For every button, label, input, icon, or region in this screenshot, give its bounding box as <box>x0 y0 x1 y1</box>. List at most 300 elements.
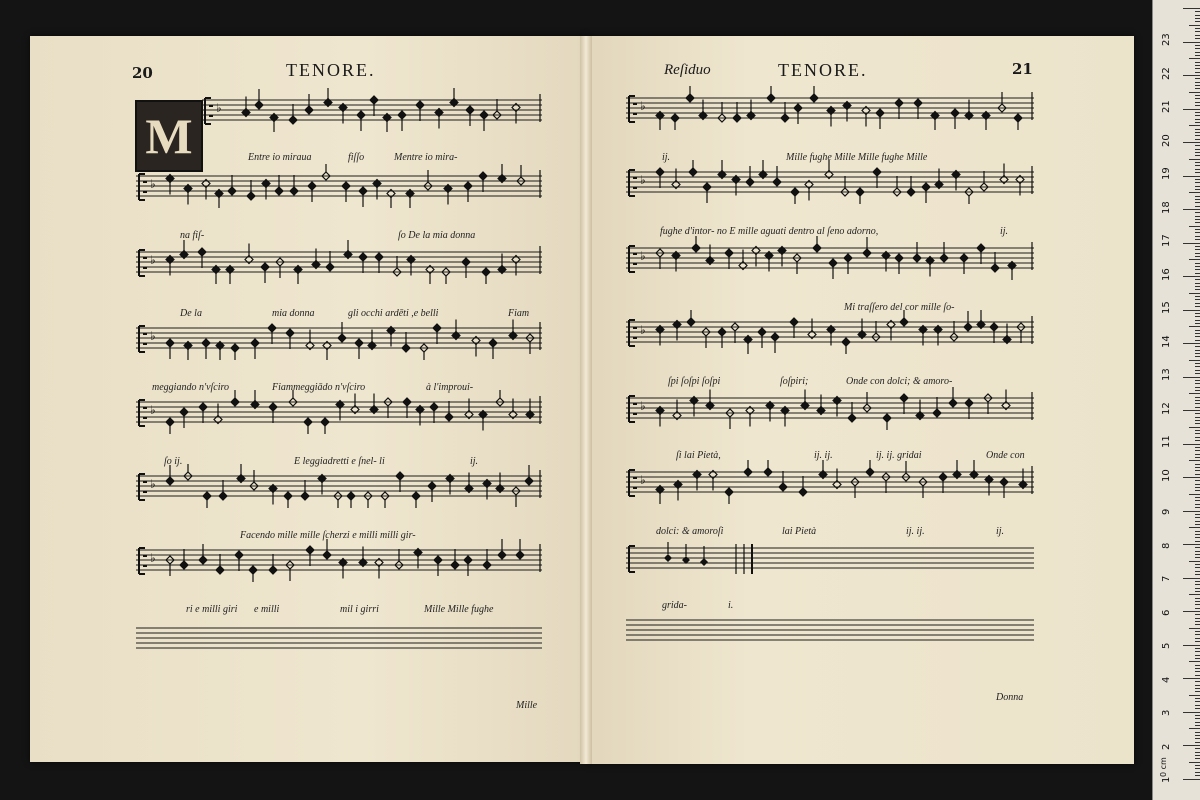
note-head <box>964 323 972 331</box>
ruler-number: 12 <box>1161 401 1172 415</box>
ruler-number: 23 <box>1161 33 1172 46</box>
ruler-tick <box>1183 276 1200 277</box>
ruler-tick <box>1183 377 1200 378</box>
flat-icon: ♭ <box>216 101 222 115</box>
ruler-tick <box>1195 685 1200 686</box>
ruler-tick <box>1195 534 1200 535</box>
ruler-number: 4 <box>1161 676 1172 683</box>
ruler-tick <box>1195 333 1200 334</box>
lyric-line: lai Pietà <box>782 526 817 537</box>
note-head <box>687 318 695 326</box>
flat-icon: ♭ <box>150 477 156 491</box>
ruler-tick <box>1195 450 1200 451</box>
ruler-tick <box>1195 320 1200 321</box>
ruler-tick <box>1195 403 1200 404</box>
note-head <box>794 104 802 112</box>
note-head <box>863 249 871 257</box>
ruler-tick <box>1195 708 1200 709</box>
ruler-tick <box>1195 768 1200 769</box>
flat-icon: ♭ <box>150 253 156 267</box>
ruler-tick <box>1195 149 1200 150</box>
note-head <box>671 114 679 122</box>
ruler-tick <box>1189 527 1200 528</box>
note-head <box>412 492 420 500</box>
flat-icon: ♭ <box>640 473 646 487</box>
ruler-tick <box>1189 494 1200 495</box>
ruler-tick <box>1195 370 1200 371</box>
ruler-tick <box>1195 675 1200 676</box>
empty-staff <box>136 616 542 660</box>
ruler-tick <box>1195 316 1200 317</box>
lyric-line: na fiſ- <box>180 230 205 241</box>
note-head <box>269 403 277 411</box>
lyric-line: Onde con dolci; & amoro- <box>846 376 953 387</box>
ruler-tick <box>1195 447 1200 448</box>
ruler-tick <box>1195 641 1200 642</box>
ruler-number: 18 <box>1161 200 1172 214</box>
note-head <box>403 398 411 406</box>
lyric-line: e milli <box>254 604 280 615</box>
note-head <box>810 94 818 102</box>
ruler-tick <box>1195 413 1200 414</box>
ruler-tick <box>1195 732 1200 733</box>
note-head <box>199 556 207 564</box>
residuo-label: Reſiduo <box>664 62 711 78</box>
ruler-tick <box>1189 125 1200 126</box>
ruler-tick <box>1195 571 1200 572</box>
note-head <box>479 172 487 180</box>
note-head <box>866 468 874 476</box>
ruler-tick <box>1195 18 1200 19</box>
note-head <box>900 318 908 326</box>
note-head <box>933 409 941 417</box>
note-head <box>268 324 276 332</box>
ruler-tick <box>1195 725 1200 726</box>
ruler-tick <box>1195 353 1200 354</box>
ruler-tick <box>1195 658 1200 659</box>
note-head <box>198 248 206 256</box>
ruler-tick <box>1195 621 1200 622</box>
note-head <box>489 339 497 347</box>
ruler-tick <box>1195 95 1200 96</box>
ruler-number: 2 <box>1161 743 1172 750</box>
ruler-tick <box>1195 474 1200 475</box>
ruler-tick <box>1195 289 1200 290</box>
lyric-line: Mille Mille fughe <box>424 604 494 615</box>
ruler-tick <box>1195 681 1200 682</box>
note-head <box>216 566 224 574</box>
ruler-number: 16 <box>1161 267 1172 281</box>
ruler-tick <box>1195 129 1200 130</box>
lyric-line: Fiam <box>508 308 530 319</box>
note-head <box>718 328 726 336</box>
ruler-tick <box>1195 671 1200 672</box>
lyric-line: meggiando n'vſciro <box>152 382 230 393</box>
lyric-line: De la <box>180 308 202 319</box>
music-staff <box>136 390 542 434</box>
ruler-tick <box>1195 507 1200 508</box>
ruler-tick <box>1183 444 1200 445</box>
lyric-line: dolci: & amoroſi <box>656 526 724 537</box>
ruler-tick <box>1195 229 1200 230</box>
ruler-tick <box>1183 645 1200 646</box>
ruler-tick <box>1195 85 1200 86</box>
note-head <box>180 561 188 569</box>
ruler-tick <box>1183 678 1200 679</box>
note-head <box>275 187 283 195</box>
note-head <box>398 111 406 119</box>
ruler-tick <box>1195 541 1200 542</box>
lyric-line: ri e milli giri <box>186 604 238 615</box>
note-head <box>445 413 453 421</box>
ruler-tick <box>1195 752 1200 753</box>
note-head <box>370 96 378 104</box>
note-head <box>664 554 672 562</box>
note-head <box>922 183 930 191</box>
note-head <box>767 94 775 102</box>
ruler-tick <box>1195 373 1200 374</box>
ruler-tick <box>1195 531 1200 532</box>
note-head <box>199 403 207 411</box>
ruler-tick <box>1189 628 1200 629</box>
ruler-tick <box>1195 78 1200 79</box>
ruler-tick <box>1195 581 1200 582</box>
ruler-tick <box>1195 748 1200 749</box>
ruler-tick <box>1189 58 1200 59</box>
note-head <box>464 556 472 564</box>
note-head <box>289 116 297 124</box>
ruler-tick <box>1195 102 1200 103</box>
ruler-tick <box>1195 98 1200 99</box>
ruler-tick <box>1195 665 1200 666</box>
ruler-number: 22 <box>1161 66 1172 80</box>
ruler-tick <box>1195 162 1200 163</box>
ruler-tick <box>1183 75 1200 76</box>
lyric-line: ij. <box>1000 226 1009 237</box>
music-staff <box>136 164 542 208</box>
lyric-line: ij. <box>996 526 1005 537</box>
note-head <box>791 188 799 196</box>
note-head <box>402 344 410 352</box>
ruler-tick <box>1189 326 1200 327</box>
ruler-tick <box>1195 31 1200 32</box>
ruler-tick <box>1195 688 1200 689</box>
ruler-tick <box>1189 427 1200 428</box>
ruler-tick <box>1183 477 1200 478</box>
left-page-title: TENORE. <box>286 60 376 80</box>
ruler-tick <box>1195 765 1200 766</box>
ruler-tick <box>1195 567 1200 568</box>
ruler-tick <box>1195 564 1200 565</box>
ruler-tick <box>1195 356 1200 357</box>
note-head <box>844 254 852 262</box>
ruler-tick <box>1195 537 1200 538</box>
note-head <box>249 566 257 574</box>
ruler-tick <box>1195 484 1200 485</box>
ruler-tick <box>1195 266 1200 267</box>
note-head <box>355 339 363 347</box>
ruler-tick <box>1195 82 1200 83</box>
ruler-tick <box>1195 524 1200 525</box>
note-head <box>284 492 292 500</box>
lyric-line: ij. <box>470 456 479 467</box>
ruler-tick <box>1183 343 1200 344</box>
ruler-tick <box>1195 313 1200 314</box>
lyric-line: ſo De la mia donna <box>398 230 476 241</box>
ruler-tick <box>1189 226 1200 227</box>
ruler-tick <box>1195 588 1200 589</box>
ruler-tick <box>1195 299 1200 300</box>
note-head <box>848 414 856 422</box>
note-head <box>323 551 331 559</box>
note-head <box>269 566 277 574</box>
note-head <box>338 334 346 342</box>
note-head <box>913 254 921 262</box>
ruler-tick <box>1183 511 1200 512</box>
left-catchword: Mille <box>516 700 538 711</box>
right-page-number: 21 <box>1012 60 1033 78</box>
music-staff <box>626 236 1034 280</box>
ruler-tick <box>1195 504 1200 505</box>
ruler-tick <box>1195 551 1200 552</box>
ruler-tick <box>1183 410 1200 411</box>
ruler-tick <box>1195 169 1200 170</box>
lyric-line: mia donna <box>272 308 315 319</box>
ruler-tick <box>1189 661 1200 662</box>
lyric-line: fughe d'intor- no E mille aguati dentro al ſeno adorno, <box>660 226 879 237</box>
ruler-tick <box>1189 561 1200 562</box>
ruler-tick <box>1195 500 1200 501</box>
ruler-tick <box>1195 735 1200 736</box>
note-head <box>781 114 789 122</box>
ruler-tick <box>1195 517 1200 518</box>
music-staff <box>626 86 1034 130</box>
ruler-tick <box>1195 165 1200 166</box>
ruler-tick <box>1183 109 1200 110</box>
lyric-line: fiſſo <box>348 152 365 163</box>
note-head <box>430 403 438 411</box>
ruler-tick <box>1195 584 1200 585</box>
ruler-number: 8 <box>1161 542 1172 549</box>
ruler-tick <box>1189 293 1200 294</box>
lyric-line: Facendo mille mille ſcherzi e milli milli gir- <box>240 530 416 541</box>
note-head <box>758 328 766 336</box>
lyric-line: Mi traſſero del cor mille ſo- <box>844 302 955 313</box>
ruler-tick <box>1195 755 1200 756</box>
ruler-number: 9 <box>1161 508 1172 515</box>
flat-icon: ♭ <box>640 173 646 187</box>
note-head <box>483 561 491 569</box>
ruler-tick <box>1195 437 1200 438</box>
note-head <box>656 168 664 176</box>
ruler-tick <box>1195 668 1200 669</box>
note-head <box>466 106 474 114</box>
decorated-initial: M <box>135 100 203 172</box>
ruler-tick <box>1195 557 1200 558</box>
lyric-line: à l'improui- <box>426 382 474 393</box>
note-head <box>326 263 334 271</box>
flat-icon: ♭ <box>150 329 156 343</box>
ruler-tick <box>1195 212 1200 213</box>
ruler-tick <box>1183 745 1200 746</box>
note-head <box>914 99 922 107</box>
ruler-tick <box>1183 176 1200 177</box>
flat-icon: ♭ <box>150 177 156 191</box>
ruler-tick <box>1195 521 1200 522</box>
ruler-tick <box>1195 72 1200 73</box>
ruler-tick <box>1195 574 1200 575</box>
music-staff <box>136 240 542 284</box>
ruler-tick <box>1189 695 1200 696</box>
note-head <box>764 468 772 476</box>
ruler-tick <box>1195 296 1200 297</box>
note-head <box>286 329 294 337</box>
ruler-tick <box>1195 715 1200 716</box>
ruler-tick <box>1195 202 1200 203</box>
ruler-tick <box>1195 618 1200 619</box>
ruler-number: 6 <box>1161 609 1172 616</box>
note-head <box>700 558 708 566</box>
note-head <box>203 492 211 500</box>
ruler-tick <box>1195 346 1200 347</box>
ruler-tick <box>1195 119 1200 120</box>
note-head <box>416 101 424 109</box>
ruler-tick <box>1195 742 1200 743</box>
note-head <box>516 551 524 559</box>
note-head <box>321 418 329 426</box>
ruler-tick <box>1195 497 1200 498</box>
music-staff <box>136 464 542 508</box>
ruler-tick <box>1195 28 1200 29</box>
ruler-tick <box>1195 470 1200 471</box>
ruler-tick <box>1195 48 1200 49</box>
flat-icon: ♭ <box>640 249 646 263</box>
ruler-tick <box>1195 186 1200 187</box>
note-head <box>977 244 985 252</box>
ruler-tick <box>1195 122 1200 123</box>
ruler-tick <box>1189 728 1200 729</box>
ruler-tick <box>1195 387 1200 388</box>
ruler-tick <box>1195 591 1200 592</box>
note-head <box>359 253 367 261</box>
lyric-line: mil i girri <box>340 604 379 615</box>
note-head <box>462 258 470 266</box>
note-head <box>396 472 404 480</box>
note-head <box>202 339 210 347</box>
note-head <box>305 106 313 114</box>
empty-staff <box>626 608 1034 652</box>
ruler-tick <box>1195 219 1200 220</box>
note-head <box>771 333 779 341</box>
note-head <box>231 398 239 406</box>
ruler-tick <box>1183 243 1200 244</box>
ruler-tick <box>1195 112 1200 113</box>
ruler-tick <box>1195 179 1200 180</box>
note-head <box>939 473 947 481</box>
ruler-tick <box>1195 350 1200 351</box>
note-head <box>876 109 884 117</box>
note-head <box>306 546 314 554</box>
ruler-tick <box>1195 323 1200 324</box>
note-head <box>744 468 752 476</box>
note-head <box>219 492 227 500</box>
ruler-tick <box>1195 624 1200 625</box>
ruler-tick <box>1195 273 1200 274</box>
note-head <box>1014 114 1022 122</box>
note-head <box>733 114 741 122</box>
ruler-tick <box>1195 775 1200 776</box>
flat-icon: ♭ <box>640 99 646 113</box>
note-head <box>261 263 269 271</box>
ruler-tick <box>1195 145 1200 146</box>
ruler-tick <box>1195 655 1200 656</box>
ruler-tick <box>1195 608 1200 609</box>
note-head <box>357 111 365 119</box>
note-head <box>166 339 174 347</box>
note-head <box>686 94 694 102</box>
note-head <box>773 178 781 186</box>
note-head <box>180 408 188 416</box>
ruler-tick <box>1195 490 1200 491</box>
ruler-tick <box>1195 11 1200 12</box>
note-head <box>689 168 697 176</box>
note-head <box>228 187 236 195</box>
lyric-line: grida- <box>662 600 687 611</box>
note-head <box>746 178 754 186</box>
ruler-tick <box>1195 15 1200 16</box>
ruler-tick <box>1183 310 1200 311</box>
lyric-line: ij. ij. <box>906 526 925 537</box>
ruler-tick <box>1195 407 1200 408</box>
ruler-tick <box>1195 701 1200 702</box>
ruler-tick <box>1195 440 1200 441</box>
ruler-tick <box>1195 420 1200 421</box>
ruler-tick <box>1195 758 1200 759</box>
ruler-number: 14 <box>1161 334 1172 348</box>
ruler-tick <box>1195 68 1200 69</box>
note-head <box>375 253 383 261</box>
ruler-tick <box>1195 383 1200 384</box>
note-head <box>960 254 968 262</box>
ruler-tick <box>1195 88 1200 89</box>
note-head <box>725 249 733 257</box>
ruler-tick <box>1195 139 1200 140</box>
note-head <box>842 338 850 346</box>
ruler-tick <box>1195 135 1200 136</box>
ruler-tick <box>1195 554 1200 555</box>
ruler-tick <box>1183 779 1200 780</box>
ruler-number: 21 <box>1161 100 1172 113</box>
ruler-tick <box>1195 222 1200 223</box>
ruler-tick <box>1195 52 1200 53</box>
note-head <box>464 182 472 190</box>
right-page-title: TENORE. <box>778 60 868 80</box>
ruler-tick <box>1195 614 1200 615</box>
ruler-tick <box>1195 206 1200 207</box>
lyric-line: ſo ij. <box>164 456 183 467</box>
ruler-number: 17 <box>1161 234 1172 247</box>
note-head <box>342 182 350 190</box>
empty-staff <box>626 536 1034 580</box>
music-staff <box>626 310 1034 354</box>
music-staff <box>136 538 542 582</box>
ruler-tick <box>1195 256 1200 257</box>
ruler-tick <box>1195 199 1200 200</box>
ruler-tick <box>1195 772 1200 773</box>
ruler-tick <box>1189 92 1200 93</box>
ruler-tick <box>1195 306 1200 307</box>
lyric-line: ſpi ſoſpi ſoſpi <box>668 376 721 387</box>
